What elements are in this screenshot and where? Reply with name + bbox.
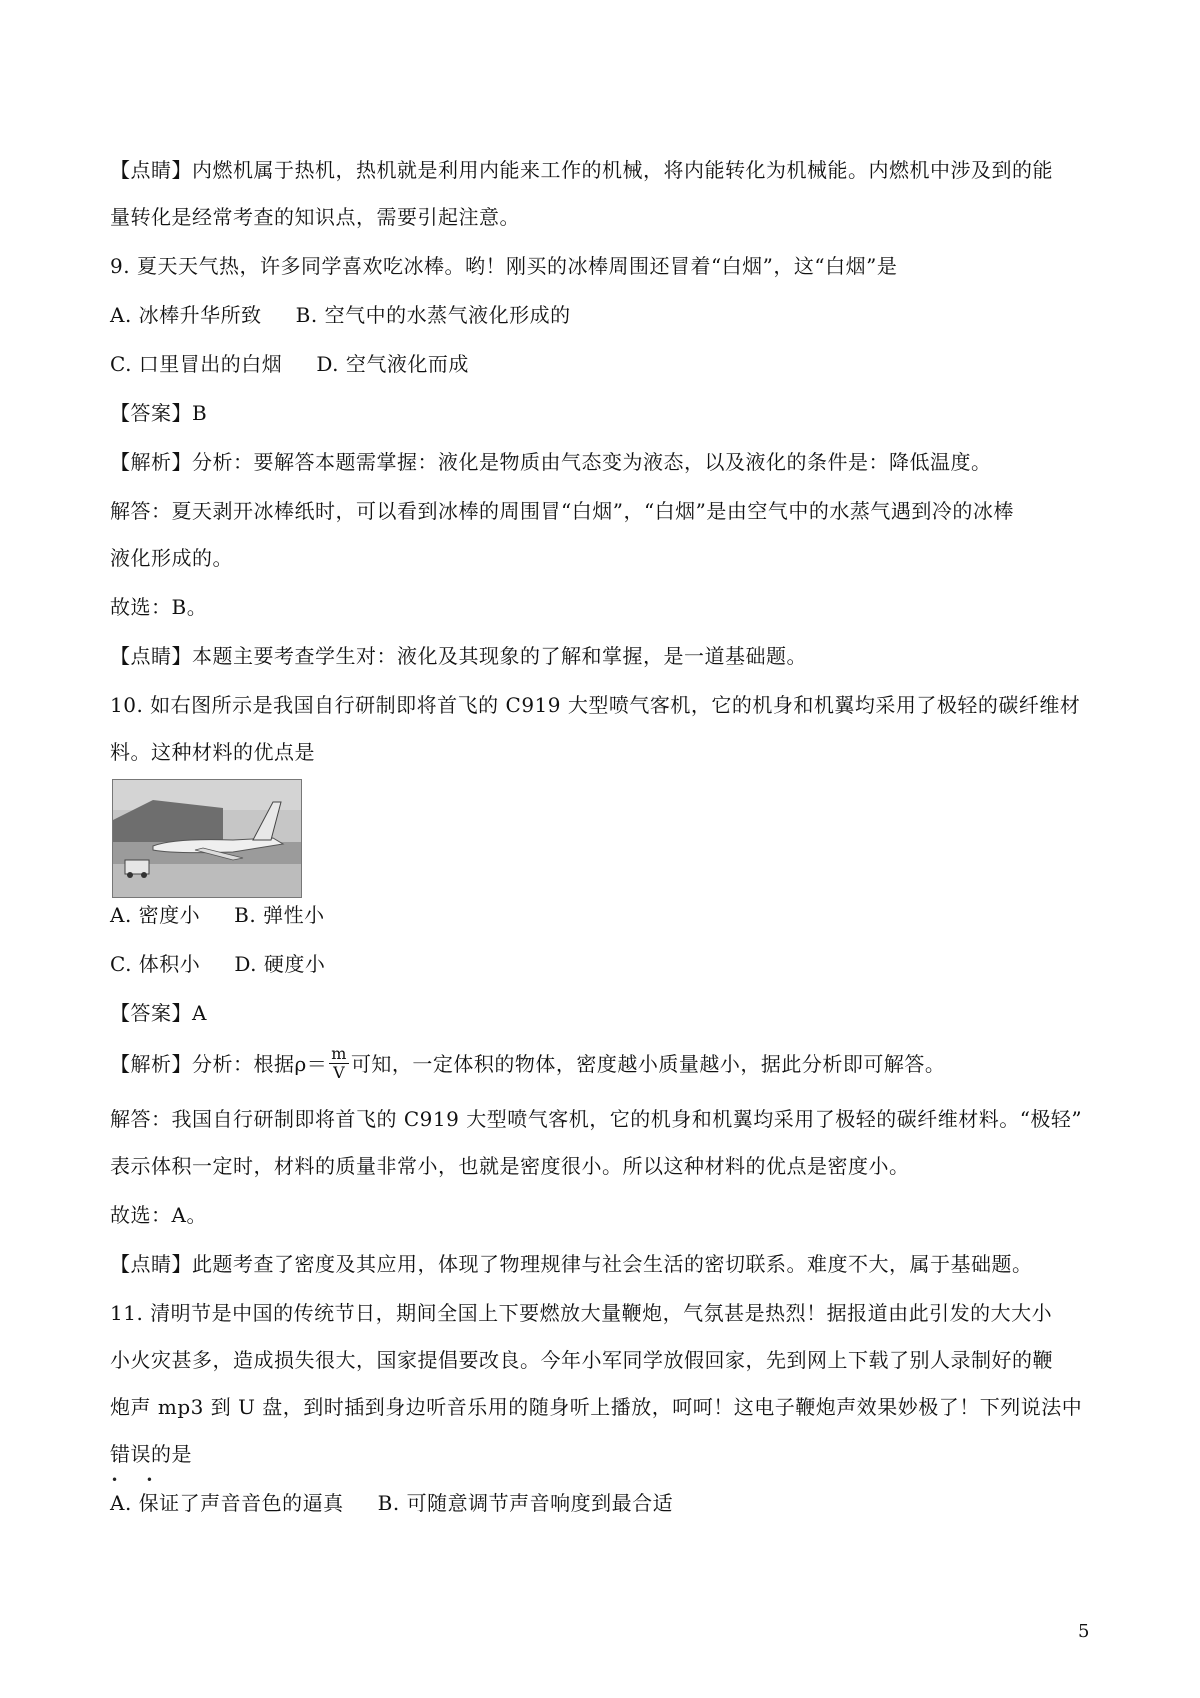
formula-denominator: V — [333, 1063, 346, 1082]
question-10-cont: 料。这种材料的优点是 — [110, 740, 315, 764]
answer-label: 【答案】A — [110, 1001, 207, 1025]
emphasis-dots: • • — [111, 1473, 165, 1487]
option-a: A. 密度小 — [110, 903, 201, 927]
option-a: A. 冰棒升华所致 — [110, 303, 262, 327]
question-11: 11. 清明节是中国的传统节日，期间全国上下要燃放大量鞭炮，气氛甚是热烈！据报道由此引发的大大小 — [110, 1301, 1053, 1325]
comment-text: 【点睛】此题考查了密度及其应用，体现了物理规律与社会生活的密切联系。难度不大，属于基础题。 — [110, 1252, 1033, 1276]
option-c: C. 口里冒出的白烟 — [110, 352, 283, 376]
choice-text: 故选：A。 — [110, 1203, 207, 1227]
option-b: B. 弹性小 — [234, 903, 325, 927]
question-9-options-ab — [110, 301, 571, 329]
question-11-cont: 炮声 mp3 到 U 盘，到时插到身边听音乐用的随身听上播放，呵呵！这电子鞭炮声效果妙极了！下列说法中 — [110, 1395, 1083, 1419]
aircraft-photo — [112, 779, 302, 898]
question-11-cont: 小火灾甚多，造成损失很大，国家提倡要改良。今年小军同学放假回家，先到网上下载了别人录制好的鞭 — [110, 1348, 1053, 1372]
solution-text: 表示体积一定时，材料的质量非常小，也就是密度很小。所以这种材料的优点是密度小。 — [110, 1154, 910, 1178]
option-c: C. 体积小 — [110, 952, 201, 976]
option-a: A. 保证了声音音色的逼真 — [110, 1491, 344, 1515]
question-10: 10. 如右图所示是我国自行研制即将首飞的 C919 大型喷气客机，它的机身和机翼均采用了极轻的碳纤维材 — [110, 693, 1081, 717]
question-11-options-ab — [110, 1489, 673, 1517]
option-b: B. 空气中的水蒸气液化形成的 — [295, 303, 571, 327]
analysis-text: 【解析】分析：要解答本题需掌握：液化是物质由气态变为液态，以及液化的条件是：降低温度。 — [110, 450, 992, 474]
text-line: 【点睛】内燃机属于热机，热机就是利用内能来工作的机械，将内能转化为机械能。内燃机中涉及到的能 — [110, 158, 1053, 182]
option-b: B. 可随意调节声音响度到最合适 — [377, 1491, 674, 1515]
choice-text: 故选：B。 — [110, 595, 208, 619]
analysis-prefix: 【解析】分析：根据ρ＝ — [110, 1052, 328, 1076]
question-9: 9. 夏天天气热，许多同学喜欢吃冰棒。哟！刚买的冰棒周围还冒着“白烟”，这“白烟”是 — [110, 254, 898, 278]
solution-text: 解答：夏天剥开冰棒纸时，可以看到冰棒的周围冒“白烟”，“白烟”是由空气中的水蒸气遇到冷的冰棒 — [110, 499, 1014, 523]
analysis-suffix: 可知，一定体积的物体，密度越小质量越小，据此分析即可解答。 — [350, 1052, 946, 1076]
question-11-cont: 错误的是 — [110, 1442, 192, 1466]
question-9-options-cd — [110, 350, 469, 378]
answer-label: 【答案】B — [110, 401, 208, 425]
question-10-options-ab — [110, 901, 325, 929]
question-10-options-cd — [110, 950, 325, 978]
solution-text: 液化形成的。 — [110, 546, 233, 570]
formula-numerator: m — [331, 1044, 347, 1063]
text-line: 量转化是经常考查的知识点，需要引起注意。 — [110, 205, 520, 229]
option-d: D. 硬度小 — [234, 952, 326, 976]
comment-text: 【点睛】本题主要考查学生对：液化及其现象的了解和掌握，是一道基础题。 — [110, 644, 807, 668]
analysis-text — [110, 1044, 946, 1083]
option-d: D. 空气液化而成 — [316, 352, 469, 376]
solution-text: 解答：我国自行研制即将首飞的 C919 大型喷气客机，它的机身和机翼均采用了极轻的碳纤维材料。“极轻” — [110, 1107, 1083, 1131]
page-number: 5 — [1078, 1621, 1090, 1642]
density-formula — [329, 1046, 349, 1081]
